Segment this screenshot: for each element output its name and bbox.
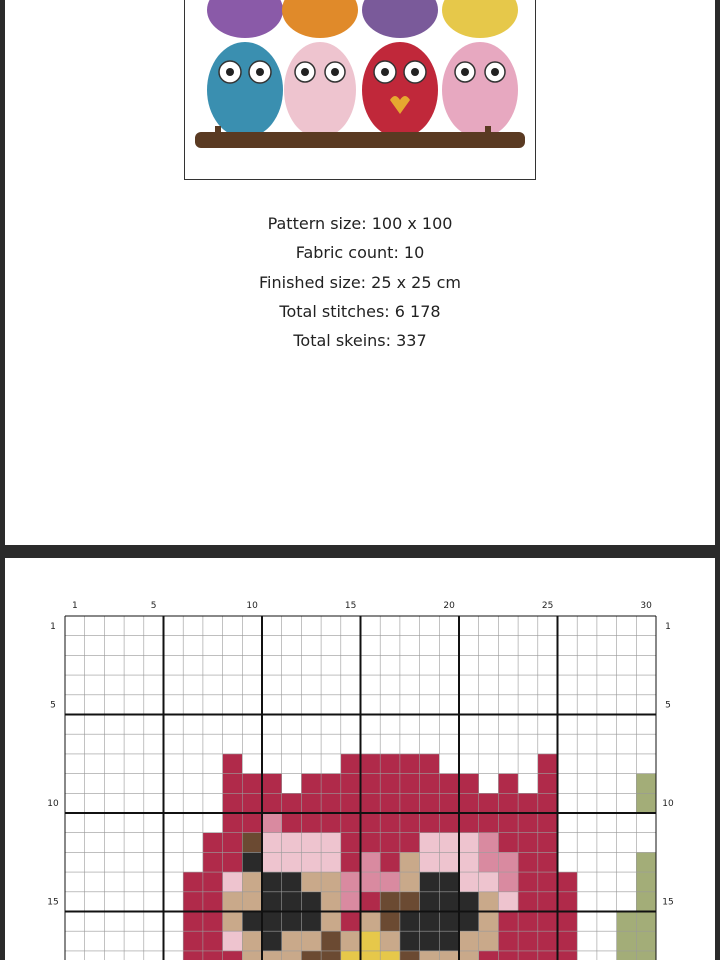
stitch-cell bbox=[420, 931, 440, 951]
stitch-cell bbox=[183, 872, 203, 892]
stitch-cell bbox=[321, 774, 341, 794]
stitch-cell bbox=[262, 912, 282, 932]
stitch-cell bbox=[439, 774, 459, 794]
stitch-cell bbox=[400, 931, 420, 951]
stitch-cell bbox=[282, 813, 302, 833]
stitch-cell bbox=[341, 912, 361, 932]
stitch-cell bbox=[262, 931, 282, 951]
stitch-cell bbox=[498, 793, 518, 813]
stitch-cell bbox=[242, 813, 262, 833]
stitch-cell bbox=[380, 912, 400, 932]
stitch-cell bbox=[223, 931, 243, 951]
stitch-cell bbox=[203, 872, 223, 892]
stitch-cell bbox=[400, 872, 420, 892]
stitch-cell bbox=[479, 951, 499, 960]
stitch-cell bbox=[361, 872, 381, 892]
stitch-cell bbox=[459, 931, 479, 951]
stitch-cell bbox=[400, 793, 420, 813]
stitch-cell bbox=[558, 931, 578, 951]
stitch-cell bbox=[518, 872, 538, 892]
row-label-right: 5 bbox=[665, 700, 671, 711]
stitch-cell bbox=[498, 852, 518, 872]
stitch-cell bbox=[380, 793, 400, 813]
stitch-cell bbox=[636, 892, 656, 912]
stitch-cell bbox=[420, 912, 440, 932]
stitch-cell bbox=[242, 793, 262, 813]
stitch-cell bbox=[301, 912, 321, 932]
owls-illustration bbox=[185, 0, 537, 180]
stitch-cell bbox=[459, 813, 479, 833]
stitch-cell bbox=[301, 793, 321, 813]
stitch-cell bbox=[223, 912, 243, 932]
column-label: 5 bbox=[150, 601, 157, 611]
stitch-cell bbox=[518, 793, 538, 813]
stitch-cell bbox=[538, 774, 558, 794]
stitch-cell bbox=[321, 951, 341, 960]
stitch-cell bbox=[262, 872, 282, 892]
stitch-cell bbox=[439, 793, 459, 813]
stitch-cell bbox=[400, 912, 420, 932]
stitch-cell bbox=[420, 872, 440, 892]
stitch-cell bbox=[301, 872, 321, 892]
total-stitches-text: Total stitches: 6 178 bbox=[279, 302, 441, 321]
column-label: 25 bbox=[541, 601, 554, 611]
stitch-cell bbox=[459, 833, 479, 853]
stitch-cell bbox=[341, 813, 361, 833]
stitch-cell bbox=[636, 872, 656, 892]
cross-stitch-chart bbox=[5, 558, 715, 960]
stitch-cell bbox=[459, 852, 479, 872]
stitch-cell bbox=[341, 833, 361, 853]
stitch-cell bbox=[183, 912, 203, 932]
stitch-cell bbox=[282, 892, 302, 912]
stitch-cell bbox=[380, 951, 400, 960]
stitch-cell bbox=[321, 833, 341, 853]
stitch-cell bbox=[262, 813, 282, 833]
stitch-cell bbox=[282, 852, 302, 872]
stitch-cell bbox=[636, 852, 656, 872]
stitch-cell bbox=[636, 774, 656, 794]
stitch-cell bbox=[400, 951, 420, 960]
stitch-cell bbox=[518, 833, 538, 853]
stitch-cell bbox=[242, 931, 262, 951]
pattern-preview-image bbox=[184, 0, 536, 180]
stitch-cell bbox=[242, 892, 262, 912]
stitch-cell bbox=[301, 774, 321, 794]
stitch-cell bbox=[518, 813, 538, 833]
stitch-cell bbox=[459, 892, 479, 912]
stitch-cell bbox=[341, 793, 361, 813]
stitch-cell bbox=[361, 912, 381, 932]
stitch-cell bbox=[617, 951, 637, 960]
stitch-cell bbox=[223, 754, 243, 774]
stitch-cell bbox=[242, 852, 262, 872]
stitch-cell bbox=[361, 931, 381, 951]
stitch-cell bbox=[380, 754, 400, 774]
stitch-cell bbox=[558, 951, 578, 960]
stitch-cell bbox=[439, 892, 459, 912]
stitch-cell bbox=[361, 833, 381, 853]
stitch-cell bbox=[361, 774, 381, 794]
stitch-cell bbox=[262, 774, 282, 794]
stitch-cell bbox=[636, 931, 656, 951]
stitch-cell bbox=[183, 951, 203, 960]
stitch-cell bbox=[538, 754, 558, 774]
column-label: 30 bbox=[640, 601, 652, 611]
stitch-cell bbox=[439, 852, 459, 872]
stitch-cell bbox=[203, 833, 223, 853]
stitch-cell bbox=[518, 892, 538, 912]
stitch-cell bbox=[558, 872, 578, 892]
stitch-cell bbox=[242, 872, 262, 892]
stitch-cell bbox=[400, 754, 420, 774]
stitch-cell bbox=[262, 852, 282, 872]
stitch-cell bbox=[558, 912, 578, 932]
stitch-cell bbox=[479, 872, 499, 892]
stitch-cell bbox=[361, 951, 381, 960]
stitch-cell bbox=[361, 852, 381, 872]
stitch-cell bbox=[341, 931, 361, 951]
stitch-cell bbox=[479, 833, 499, 853]
row-label-left: 5 bbox=[50, 700, 56, 711]
stitch-cell bbox=[380, 872, 400, 892]
stitch-cell bbox=[341, 774, 361, 794]
stitch-cell bbox=[282, 951, 302, 960]
stitch-cell bbox=[321, 912, 341, 932]
row-label-right: 15 bbox=[662, 897, 674, 908]
stitch-cell bbox=[203, 892, 223, 912]
stitch-cell bbox=[459, 793, 479, 813]
stitch-cell bbox=[242, 833, 262, 853]
stitch-cell bbox=[203, 852, 223, 872]
stitch-cell bbox=[282, 931, 302, 951]
stitch-cell bbox=[538, 833, 558, 853]
stitch-cell bbox=[223, 951, 243, 960]
stitch-cell bbox=[380, 892, 400, 912]
stitch-cell bbox=[282, 793, 302, 813]
stitch-cell bbox=[321, 892, 341, 912]
stitch-cell bbox=[223, 852, 243, 872]
pattern-size-text: Pattern size: 100 x 100 bbox=[267, 214, 453, 233]
stitch-cell bbox=[498, 912, 518, 932]
stitch-cell bbox=[479, 793, 499, 813]
stitch-cell bbox=[400, 813, 420, 833]
stitch-cell bbox=[361, 754, 381, 774]
stitch-cell bbox=[400, 892, 420, 912]
row-label-right: 1 bbox=[665, 621, 671, 632]
column-label: 10 bbox=[246, 601, 258, 611]
stitch-cell bbox=[538, 931, 558, 951]
stitch-cell bbox=[301, 813, 321, 833]
stitch-cell bbox=[420, 892, 440, 912]
stitch-cell bbox=[498, 813, 518, 833]
stitch-cell bbox=[380, 813, 400, 833]
stitch-cell bbox=[282, 872, 302, 892]
pattern-cover-page bbox=[5, 0, 715, 545]
stitch-cell bbox=[262, 793, 282, 813]
stitch-cell bbox=[617, 912, 637, 932]
stitch-cell bbox=[459, 912, 479, 932]
stitch-cell bbox=[242, 774, 262, 794]
stitch-cell bbox=[498, 951, 518, 960]
stitch-cell bbox=[479, 813, 499, 833]
stitch-cell bbox=[380, 774, 400, 794]
stitch-cell bbox=[380, 833, 400, 853]
stitch-cell bbox=[400, 852, 420, 872]
stitch-cell bbox=[538, 912, 558, 932]
stitch-cell bbox=[242, 951, 262, 960]
stitch-cell bbox=[538, 793, 558, 813]
stitch-cell bbox=[321, 931, 341, 951]
stitch-cell bbox=[479, 931, 499, 951]
stitch-cell bbox=[518, 852, 538, 872]
stitch-cell bbox=[479, 912, 499, 932]
stitch-cell bbox=[479, 852, 499, 872]
stitch-cell bbox=[262, 951, 282, 960]
row-label-left: 10 bbox=[47, 799, 59, 810]
row-label-left: 1 bbox=[50, 621, 56, 632]
stitch-cell bbox=[361, 793, 381, 813]
stitch-cell bbox=[242, 912, 262, 932]
stitch-cell bbox=[420, 852, 440, 872]
stitch-cell bbox=[558, 892, 578, 912]
stitch-cell bbox=[420, 951, 440, 960]
stitch-cell bbox=[538, 892, 558, 912]
stitch-cell bbox=[439, 912, 459, 932]
stitch-cell bbox=[439, 833, 459, 853]
stitch-cell bbox=[341, 951, 361, 960]
stitch-cell bbox=[420, 774, 440, 794]
stitch-cell bbox=[636, 793, 656, 813]
stitch-cell bbox=[341, 754, 361, 774]
stitch-cell bbox=[223, 774, 243, 794]
stitch-cell bbox=[282, 833, 302, 853]
column-label: 20 bbox=[443, 601, 455, 611]
stitch-cell bbox=[203, 912, 223, 932]
total-skeins-text: Total skeins: 337 bbox=[293, 331, 427, 350]
stitch-cell bbox=[498, 833, 518, 853]
stitch-cell bbox=[223, 892, 243, 912]
stitch-cell bbox=[361, 813, 381, 833]
stitch-cell bbox=[321, 813, 341, 833]
stitch-cell bbox=[321, 872, 341, 892]
stitch-cell bbox=[223, 813, 243, 833]
row-label-right: 10 bbox=[662, 799, 674, 810]
stitch-cell bbox=[301, 852, 321, 872]
row-label-left: 15 bbox=[47, 897, 59, 908]
stitch-cell bbox=[301, 951, 321, 960]
stitch-cell bbox=[459, 774, 479, 794]
stitch-cell bbox=[439, 872, 459, 892]
stitch-cell bbox=[459, 872, 479, 892]
stitch-cell bbox=[459, 951, 479, 960]
stitch-cell bbox=[636, 912, 656, 932]
stitch-cell bbox=[380, 852, 400, 872]
stitch-cell bbox=[203, 951, 223, 960]
stitch-cell bbox=[223, 872, 243, 892]
stitch-cell bbox=[636, 951, 656, 960]
stitch-cell bbox=[341, 892, 361, 912]
stitch-cell bbox=[498, 892, 518, 912]
stitch-cell bbox=[538, 951, 558, 960]
stitch-cell bbox=[617, 931, 637, 951]
stitch-cell bbox=[301, 833, 321, 853]
stitch-cell bbox=[223, 793, 243, 813]
stitch-cell bbox=[538, 813, 558, 833]
column-label: 1 bbox=[71, 601, 78, 611]
stitch-cell bbox=[262, 892, 282, 912]
stitch-cell bbox=[518, 912, 538, 932]
stitch-cell bbox=[380, 931, 400, 951]
stitch-cell bbox=[518, 951, 538, 960]
fabric-count-text: Fabric count: 10 bbox=[295, 243, 425, 262]
stitch-cell bbox=[183, 892, 203, 912]
stitch-cell bbox=[301, 931, 321, 951]
stitch-cell bbox=[439, 813, 459, 833]
stitch-cell bbox=[420, 793, 440, 813]
stitch-cell bbox=[420, 833, 440, 853]
stitch-cell bbox=[203, 931, 223, 951]
stitch-cell bbox=[223, 833, 243, 853]
stitch-cell bbox=[420, 754, 440, 774]
stitch-cell bbox=[341, 872, 361, 892]
stitch-cell bbox=[321, 852, 341, 872]
finished-size-text: Finished size: 25 x 25 cm bbox=[259, 273, 461, 292]
pattern-chart-page bbox=[5, 558, 715, 960]
stitch-cell bbox=[498, 931, 518, 951]
stitch-cell bbox=[538, 852, 558, 872]
stitch-cell bbox=[518, 931, 538, 951]
stitch-cell bbox=[479, 892, 499, 912]
stitch-cell bbox=[538, 872, 558, 892]
stitch-cell bbox=[262, 833, 282, 853]
column-label: 15 bbox=[344, 601, 357, 611]
stitch-cell bbox=[301, 892, 321, 912]
stitch-cell bbox=[439, 951, 459, 960]
stitch-cell bbox=[361, 892, 381, 912]
stitch-cell bbox=[498, 872, 518, 892]
stitch-cell bbox=[498, 774, 518, 794]
stitch-cell bbox=[341, 852, 361, 872]
stitch-cell bbox=[400, 833, 420, 853]
stitch-cell bbox=[420, 813, 440, 833]
stitch-cell bbox=[321, 793, 341, 813]
stitch-cell bbox=[183, 931, 203, 951]
stitch-cell bbox=[439, 931, 459, 951]
stitch-cell bbox=[400, 774, 420, 794]
stitch-cell bbox=[282, 912, 302, 932]
